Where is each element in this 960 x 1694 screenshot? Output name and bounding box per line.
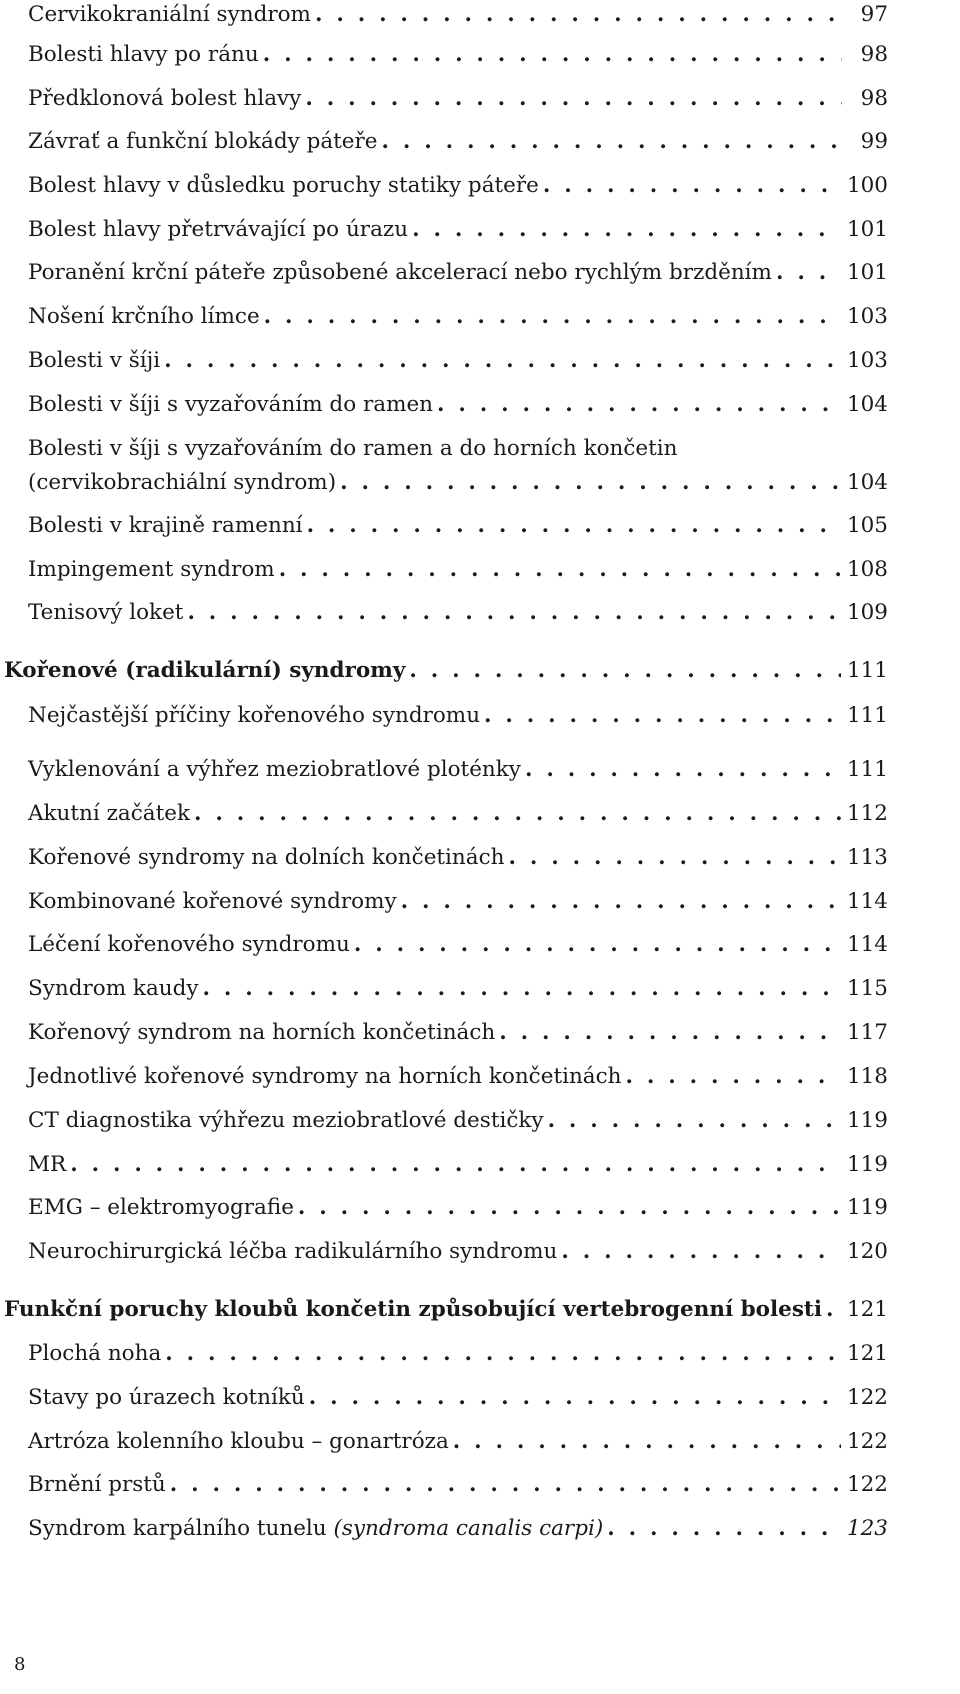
toc-entry[interactable]	[28, 258, 888, 288]
toc-entry[interactable]	[28, 555, 888, 585]
toc-entry[interactable]	[28, 40, 888, 70]
toc-entry-page: 104	[846, 392, 888, 417]
toc-entry-page: 97	[860, 2, 888, 27]
toc-entry-title: Nejčastější příčiny kořenového syndromu	[28, 703, 481, 728]
toc-entry-page: 114	[846, 932, 888, 957]
toc-entry-page: 115	[846, 976, 888, 1001]
toc-entry[interactable]	[28, 598, 888, 628]
toc-entry-page: 111	[846, 658, 888, 683]
toc-entry-title: Jednotlivé kořenové syndromy na horních končetinách	[28, 1064, 622, 1089]
toc-entry-title: Bolesti v krajině ramenní	[28, 513, 303, 538]
toc-entry-title: MR	[28, 1152, 67, 1177]
toc-entry-title: Léčení kořenového syndromu	[28, 932, 350, 957]
toc-entry[interactable]	[28, 511, 888, 541]
toc-entry-title: Závrať a funkční blokády páteře	[28, 129, 378, 154]
leader-dots	[305, 84, 842, 114]
toc-entry[interactable]	[28, 1470, 888, 1500]
toc-entry-title: Nošení krčního límce	[28, 304, 260, 329]
toc-entry[interactable]	[28, 1193, 888, 1223]
toc-entry[interactable]	[28, 930, 888, 960]
leader-dots	[165, 1339, 841, 1369]
toc-entry-page: 109	[846, 600, 888, 625]
toc-entry[interactable]	[28, 755, 888, 785]
toc-entry[interactable]	[28, 843, 888, 873]
toc-entry-page: 101	[846, 217, 888, 242]
leader-dots	[484, 701, 841, 731]
toc-chapter-title: Kořenové (radikulární) syndromy	[4, 658, 406, 683]
toc-entry[interactable]	[28, 887, 888, 917]
leader-dots	[548, 1106, 841, 1136]
toc-entry-title: Impingement syndrom	[28, 557, 275, 582]
leader-dots	[187, 598, 841, 628]
leader-dots	[194, 799, 841, 829]
toc-entry-title: Stavy po úrazech kotníků	[28, 1385, 305, 1410]
toc-entry[interactable]	[28, 127, 888, 157]
leader-dots	[203, 974, 841, 1004]
leader-dots	[826, 1295, 841, 1325]
toc-chapter[interactable]	[4, 1295, 888, 1325]
toc-entry-title: Bolest hlavy v důsledku poruchy statiky páteře	[28, 173, 539, 198]
toc-entry-page: 113	[846, 845, 888, 870]
toc-entry-title: Akutní začátek	[28, 801, 190, 826]
toc-entry-page: 122	[846, 1385, 888, 1410]
toc-entry-page: 105	[846, 513, 888, 538]
toc-entry[interactable]	[28, 434, 888, 498]
toc-entry-title: Poranění krční páteře způsobené akcelerací nebo rychlým brzděním	[28, 260, 772, 285]
toc-entry-title: Tenisový loket	[28, 600, 184, 625]
toc-entry-page: 111	[846, 703, 888, 728]
toc-entry-title-latin: (syndroma canalis carpi)	[333, 1516, 604, 1541]
toc-entry-page: 98	[860, 42, 888, 67]
toc-entry-title: Brnění prstů	[28, 1472, 166, 1497]
leader-dots	[340, 468, 841, 498]
toc-entry[interactable]	[28, 1339, 888, 1369]
toc-entry[interactable]	[28, 302, 888, 332]
toc-entry-title-main: Syndrom karpálního tunelu	[28, 1516, 327, 1541]
toc-entry-title: (cervikobrachiální syndrom)	[28, 470, 337, 495]
toc-entry[interactable]	[28, 346, 888, 376]
toc-chapter[interactable]	[4, 656, 888, 686]
leader-dots	[401, 887, 841, 917]
leader-dots	[164, 346, 841, 376]
toc-entry-page: 122	[846, 1472, 888, 1497]
leader-dots	[453, 1427, 841, 1457]
leader-dots	[264, 302, 841, 332]
toc-entry-title: CT diagnostika výhřezu meziobratlové destičky	[28, 1108, 544, 1133]
toc-entry-title-line1: Bolesti v šíji s vyzařováním do ramen a do horních končetin	[28, 436, 678, 461]
toc-entry-page: 104	[846, 470, 888, 495]
toc-entry-title: Bolesti v šíji s vyzařováním do ramen	[28, 392, 434, 417]
toc-entry-title: Syndrom kaudy	[28, 976, 199, 1001]
toc-entry-page: 103	[846, 348, 888, 373]
toc-entry-page: 120	[846, 1239, 888, 1264]
toc-entry-page: 119	[846, 1152, 888, 1177]
toc-entry-title: Kombinované kořenové syndromy	[28, 889, 397, 914]
toc-entry[interactable]	[28, 799, 888, 829]
leader-dots	[279, 555, 841, 585]
toc-entry-page: 101	[846, 260, 888, 285]
leader-dots	[437, 390, 841, 420]
toc-entry[interactable]	[28, 974, 888, 1004]
toc-entry-title: Artróza kolenního kloubu – gonartróza	[28, 1429, 449, 1454]
leader-dots	[409, 656, 841, 686]
leader-dots	[70, 1150, 841, 1180]
toc-entry[interactable]	[28, 1106, 888, 1136]
toc-chapter-title: Funkční poruchy kloubů končetin způsobující vertebrogenní bolesti	[4, 1297, 823, 1322]
toc-entry-page: 121	[846, 1341, 888, 1366]
toc-entry[interactable]	[28, 171, 888, 201]
toc-entry-page: 121	[846, 1297, 888, 1322]
toc-entry-page: 98	[860, 86, 888, 111]
toc-entry-page: 114	[846, 889, 888, 914]
leader-dots	[307, 511, 841, 541]
toc-entry[interactable]	[28, 701, 888, 731]
leader-dots	[354, 930, 841, 960]
toc-entry-title	[28, 1514, 603, 1544]
toc-entry-page: 123	[846, 1516, 888, 1541]
leader-dots	[170, 1470, 841, 1500]
leader-dots	[315, 0, 842, 30]
toc-entry[interactable]	[28, 215, 888, 245]
toc-entry-title: EMG – elektromyografie	[28, 1195, 294, 1220]
toc-entry-title: Bolesti hlavy po ránu	[28, 42, 259, 67]
toc-entry-title: Vyklenování a výhřez meziobratlové ploténky	[28, 757, 521, 782]
page-number: 8	[14, 1654, 26, 1675]
toc-entry[interactable]	[28, 1514, 888, 1544]
toc-entry-title: Předklonová bolest hlavy	[28, 86, 302, 111]
toc-entry[interactable]	[28, 1427, 888, 1457]
toc-entry[interactable]	[28, 84, 888, 114]
leader-dots	[776, 258, 841, 288]
leader-dots	[509, 843, 841, 873]
toc-entry-title: Kořenové syndromy na dolních končetinách	[28, 845, 505, 870]
toc-entry-page: 112	[846, 801, 888, 826]
toc-entry-page: 103	[846, 304, 888, 329]
toc-entry[interactable]	[28, 1237, 888, 1267]
leader-dots	[499, 1018, 841, 1048]
leader-dots	[298, 1193, 841, 1223]
toc-entry-title: Neurochirurgická léčba radikulárního syndromu	[28, 1239, 558, 1264]
toc-entry-title: Plochá noha	[28, 1341, 162, 1366]
toc-entry-title: Cervikokraniální syndrom	[28, 2, 311, 27]
toc-entry-page: 122	[846, 1429, 888, 1454]
toc-entry[interactable]	[28, 1062, 888, 1092]
leader-dots	[543, 171, 841, 201]
toc-entry[interactable]	[28, 390, 888, 420]
toc-entry-page: 117	[846, 1020, 888, 1045]
toc-entry-page: 118	[846, 1064, 888, 1089]
leader-dots	[309, 1383, 841, 1413]
leader-dots	[263, 40, 842, 70]
leader-dots	[525, 755, 841, 785]
toc-entry-page: 119	[846, 1195, 888, 1220]
leader-dots	[626, 1062, 841, 1092]
leader-dots	[412, 215, 841, 245]
toc-entry-page: 111	[846, 757, 888, 782]
toc-entry-page: 108	[846, 557, 888, 582]
toc-entry-page: 119	[846, 1108, 888, 1133]
toc-entry-page: 100	[846, 173, 888, 198]
toc-entry[interactable]	[28, 1150, 888, 1180]
leader-dots	[607, 1514, 841, 1544]
toc-entry-title: Kořenový syndrom na horních končetinách	[28, 1020, 496, 1045]
toc-entry[interactable]	[28, 1383, 888, 1413]
toc-entry-title: Bolest hlavy přetrvávající po úrazu	[28, 217, 409, 242]
toc-entry-title: Bolesti v šíji	[28, 348, 161, 373]
toc-entry[interactable]	[28, 0, 888, 30]
leader-dots	[382, 127, 842, 157]
toc-entry-page: 99	[860, 129, 888, 154]
toc-entry[interactable]	[28, 1018, 888, 1048]
leader-dots	[561, 1237, 841, 1267]
